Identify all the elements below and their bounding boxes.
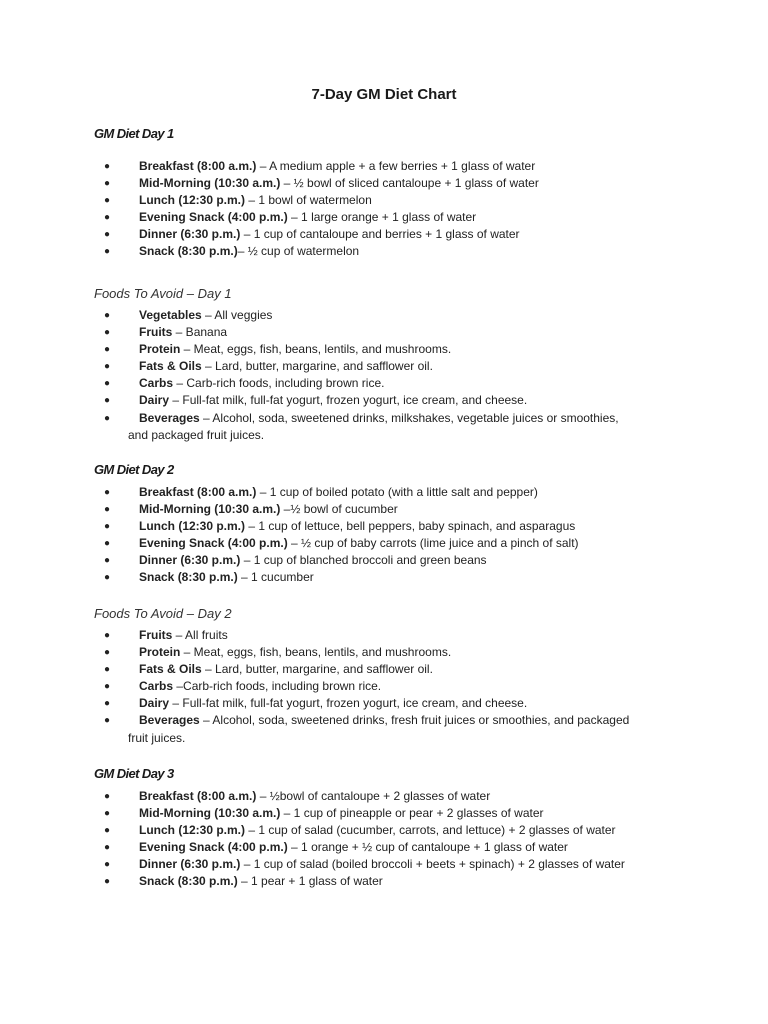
item-label: Snack (8:30 p.m.) (139, 874, 238, 889)
item-label: Dairy (139, 393, 170, 408)
item-label: Fats & Oils (139, 662, 202, 677)
list-item (94, 484, 684, 501)
meal-list (94, 788, 684, 891)
item-text: – 1 cup of salad (boiled broccoli + beets + spinach) + 2 glasses of water (240, 857, 625, 872)
bullet-icon: ● (104, 212, 111, 224)
item-label: Carbs (139, 679, 174, 694)
item-text: – Lard, butter, margarine, and safflower oil. (201, 359, 433, 374)
item-text: –Carb-rich foods, including brown rice. (173, 679, 382, 694)
bullet-icon: ● (104, 344, 111, 356)
list-item (94, 695, 684, 712)
item-label: Evening Snack (4:00 p.m.) (139, 210, 288, 225)
bullet-icon: ● (104, 487, 111, 498)
list-item (94, 324, 684, 341)
list-item (94, 158, 684, 175)
section-heading: GM Diet Day 3 (94, 766, 174, 781)
item-label: Mid-Morning (10:30 a.m.) (139, 806, 281, 821)
item-label: Protein (139, 342, 181, 357)
bullet-icon: ● (104, 161, 111, 172)
item-label: Dinner (6:30 p.m.) (139, 553, 241, 568)
item-label: Beverages (139, 410, 200, 425)
item-label: Evening Snack (4:00 p.m.) (139, 840, 288, 855)
item-text: – Meat, eggs, fish, beans, lentils, and mushrooms. (180, 645, 452, 660)
list-item (94, 501, 684, 518)
section-heading: GM Diet Day 1 (94, 126, 174, 141)
list-item (94, 569, 684, 586)
section-heading: Foods To Avoid – Day 2 (94, 606, 232, 621)
list-item (94, 175, 684, 192)
item-text: – Lard, butter, margarine, and safflower oil. (201, 662, 433, 677)
bullet-icon: ● (104, 842, 111, 854)
list-item (94, 873, 684, 890)
bullet-icon: ● (104, 555, 111, 567)
item-label: Protein (139, 645, 181, 660)
bullet-icon: ● (104, 859, 111, 871)
item-text: – 1 cucumber (237, 570, 314, 585)
item-text: – Banana (172, 325, 228, 340)
list-item (94, 627, 684, 644)
avoid-list (94, 307, 684, 444)
item-label: Vegetables (139, 308, 202, 322)
meal-list (94, 484, 684, 587)
list-item (94, 644, 684, 661)
item-text: – Full-fat milk, full-fat yogurt, frozen yogurt, ice cream, and cheese. (169, 393, 528, 408)
bullet-icon: ● (104, 630, 111, 641)
bullet-icon: ● (104, 327, 111, 339)
meal-list (94, 158, 684, 261)
item-label: Breakfast (8:00 a.m.) (139, 485, 257, 499)
item-text: – 1 pear + 1 glass of water (237, 874, 383, 889)
list-item (94, 518, 684, 535)
item-text: –½ bowl of cucumber (280, 502, 398, 517)
item-label: Dairy (139, 696, 170, 711)
bullet-icon: ● (104, 521, 111, 533)
list-item (94, 678, 684, 695)
item-text: – 1 cup of pineapple or pear + 2 glasses of water (280, 806, 544, 821)
bullet-icon: ● (104, 681, 111, 693)
item-text: – A medium apple + a few berries + 1 glass of water (256, 159, 536, 173)
item-text-continued: and packaged fruit juices. (128, 427, 265, 442)
bullet-icon: ● (104, 791, 111, 802)
section-heading: GM Diet Day 2 (94, 462, 174, 477)
bullet-icon: ● (104, 876, 111, 888)
section-avoid-day-2 (94, 606, 684, 747)
bullet-icon: ● (104, 538, 111, 550)
item-text: – 1 cup of boiled potato (with a little salt and pepper) (256, 485, 538, 499)
list-item (94, 856, 684, 873)
bullet-icon: ● (104, 378, 111, 390)
item-label: Fats & Oils (139, 359, 202, 374)
item-label: Snack (8:30 p.m.) (139, 570, 238, 585)
list-item (94, 209, 684, 226)
item-label: Mid-Morning (10:30 a.m.) (139, 176, 281, 191)
bullet-icon: ● (104, 715, 111, 727)
item-text: – 1 bowl of watermelon (245, 193, 372, 208)
list-item (94, 805, 684, 822)
section-avoid-day-1 (94, 286, 684, 444)
list-item (94, 839, 684, 856)
bullet-icon: ● (104, 310, 111, 321)
item-label: Fruits (139, 628, 173, 642)
bullet-icon: ● (104, 698, 111, 710)
item-text: – 1 large orange + 1 glass of water (287, 210, 477, 225)
item-label: Lunch (12:30 p.m.) (139, 823, 246, 838)
list-item (94, 661, 684, 678)
bullet-icon: ● (104, 825, 111, 837)
bullet-icon: ● (104, 178, 111, 190)
item-text: – 1 cup of blanched broccoli and green beans (240, 553, 487, 568)
item-text: – Full-fat milk, full-fat yogurt, frozen yogurt, ice cream, and cheese. (169, 696, 528, 711)
item-text: – 1 cup of cantaloupe and berries + 1 glass of water (240, 227, 520, 242)
section-day-3 (94, 766, 684, 891)
section-day-1 (94, 126, 684, 261)
list-item (94, 341, 684, 358)
item-label: Carbs (139, 376, 174, 391)
item-text: – Alcohol, soda, sweetened drinks, fresh fruit juices or smoothies, and packaged (199, 713, 630, 728)
bullet-icon: ● (104, 647, 111, 659)
bullet-icon: ● (104, 361, 111, 373)
item-label: Lunch (12:30 p.m.) (139, 519, 246, 534)
item-label: Breakfast (8:00 a.m.) (139, 159, 257, 173)
item-text: – Meat, eggs, fish, beans, lentils, and mushrooms. (180, 342, 452, 357)
item-text: – Alcohol, soda, sweetened drinks, milkshakes, vegetable juices or smoothies, (199, 410, 619, 425)
list-item (94, 226, 684, 243)
item-text: – All veggies (201, 308, 273, 322)
page-title: 7-Day GM Diet Chart (311, 86, 457, 103)
item-label: Mid-Morning (10:30 a.m.) (139, 502, 281, 517)
item-text: – Carb-rich foods, including brown rice. (173, 376, 385, 391)
list-item (94, 552, 684, 569)
item-label: Lunch (12:30 p.m.) (139, 193, 246, 208)
item-label: Dinner (6:30 p.m.) (139, 857, 241, 872)
list-item (94, 375, 684, 392)
bullet-icon: ● (104, 246, 111, 258)
list-item (94, 822, 684, 839)
item-text: – ½ bowl of sliced cantaloupe + 1 glass of water (280, 176, 539, 191)
bullet-icon: ● (104, 229, 111, 241)
item-label: Breakfast (8:00 a.m.) (139, 789, 257, 803)
item-text: – 1 cup of salad (cucumber, carrots, and lettuce) + 2 glasses of water (245, 823, 616, 838)
bullet-icon: ● (104, 412, 111, 424)
list-item (94, 788, 684, 805)
list-item (94, 192, 684, 209)
item-text: – ½ cup of baby carrots (lime juice and a pinch of salt) (287, 536, 579, 551)
bullet-icon: ● (104, 395, 111, 407)
item-label: Snack (8:30 p.m.) (139, 244, 238, 259)
bullet-icon: ● (104, 808, 111, 820)
item-text-continued: fruit juices. (128, 730, 186, 745)
list-item (94, 243, 684, 260)
item-text: – ½bowl of cantaloupe + 2 glasses of water (256, 789, 491, 803)
bullet-icon: ● (104, 504, 111, 516)
item-text: – 1 cup of lettuce, bell peppers, baby spinach, and asparagus (245, 519, 576, 534)
list-item (94, 535, 684, 552)
list-item (94, 392, 684, 409)
avoid-list (94, 627, 684, 747)
item-label: Fruits (139, 325, 173, 340)
item-text: – All fruits (172, 628, 228, 642)
item-text: – ½ cup of watermelon (237, 244, 360, 259)
item-text: – 1 orange + ½ cup of cantaloupe + 1 glass of water (287, 840, 568, 855)
list-item (94, 307, 684, 324)
section-day-2 (94, 462, 684, 587)
list-item (94, 712, 684, 746)
item-label: Evening Snack (4:00 p.m.) (139, 536, 288, 551)
bullet-icon: ● (104, 195, 111, 207)
list-item (94, 410, 684, 444)
bullet-icon: ● (104, 572, 111, 584)
bullet-icon: ● (104, 664, 111, 676)
list-item (94, 358, 684, 375)
section-heading: Foods To Avoid – Day 1 (94, 286, 232, 301)
item-label: Beverages (139, 713, 200, 728)
item-label: Dinner (6:30 p.m.) (139, 227, 241, 242)
